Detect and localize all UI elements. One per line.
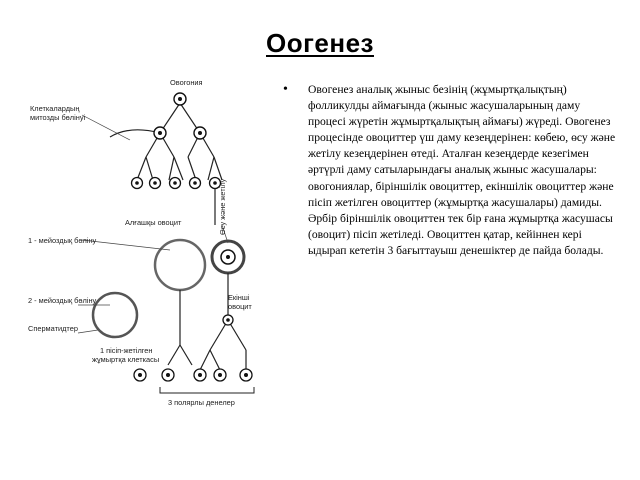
oogenesis-diagram-svg (20, 75, 270, 415)
label-mature-1: 1 пісіп-жетілген (100, 346, 153, 355)
nucleus-dot (173, 181, 177, 185)
label-mitosis-2: митозды бөлінуі (30, 113, 86, 122)
label-mitosis-1: Клеткалардың (30, 104, 80, 113)
bullet-text-block (283, 82, 620, 259)
nucleus-dot (226, 255, 230, 259)
nucleus-dot (218, 373, 222, 377)
label-spermatids: Сперматидтер (28, 324, 78, 333)
nucleus-dot (213, 181, 217, 185)
nucleus-dot (244, 373, 248, 377)
label-primary: Алғашқы овоцит (125, 218, 182, 227)
primary-oocyte-cell (155, 240, 205, 290)
nucleus-dot (158, 131, 162, 135)
nucleus-dot (226, 318, 230, 322)
bullet-point: • (283, 82, 288, 97)
body-paragraph: Овогенез аналық жыныс безінің (жұмыртқалықтың) фолликулды аймағында (жыныс жасушаларының даму процесі жүретін жұмыртқалықтың аймағы) жүреді. Овогенез процесінде овоциттер үш даму кезеңдерінен: көбею, өсу және жетілу кезеңдерінен өтеді. Аталған кезеңдерде кезегімен әртүрлі даму сатыларындағы аналық жыныс жасушалары: овогониялар, біріншілік овоциттер, екіншілік овоциттер және пісіп жетілген овоциттер (жұмыртқа жасушалары) дамиды. Әрбір біріншілік овоциттен тек бір ғана жұмыртқа жасушасы (овоцит) пісіп жетіледі. Овоциттен қатар, кейіннен кері ыдырап кететін 3 бағыттауыш денешіктер де пайда болады. (308, 83, 616, 257)
label-secondary-2: овоцит (228, 302, 252, 311)
nucleus-dot (198, 373, 202, 377)
oogenesis-diagram (20, 75, 270, 415)
label-growth: Өсу және жетілу (218, 178, 227, 235)
nucleus-dot (166, 373, 170, 377)
mitosis-tree-lines (110, 103, 222, 225)
nucleus-dot (198, 131, 202, 135)
nucleus-dot (138, 373, 142, 377)
label-mature-2: жұмыртқа клеткасы (92, 355, 160, 364)
bottom-cells (134, 369, 252, 381)
spermatid-large-cell (93, 293, 137, 337)
label-secondary-1: Екінші (228, 293, 250, 302)
nucleus-dot (153, 181, 157, 185)
label-top: Овогония (170, 78, 203, 87)
label-meiosis-2: 2 - мейоздық бөліну (28, 296, 97, 305)
mitosis-cells (132, 93, 221, 189)
polar-bracket (160, 387, 254, 393)
nucleus-dot (193, 181, 197, 185)
nucleus-dot (135, 181, 139, 185)
label-polar: 3 полярлы денелер (168, 398, 235, 407)
slide-title: Оогенез (266, 28, 374, 58)
nucleus-dot (178, 97, 182, 101)
label-meiosis-1: 1 - мейоздық бөліну (28, 236, 97, 245)
